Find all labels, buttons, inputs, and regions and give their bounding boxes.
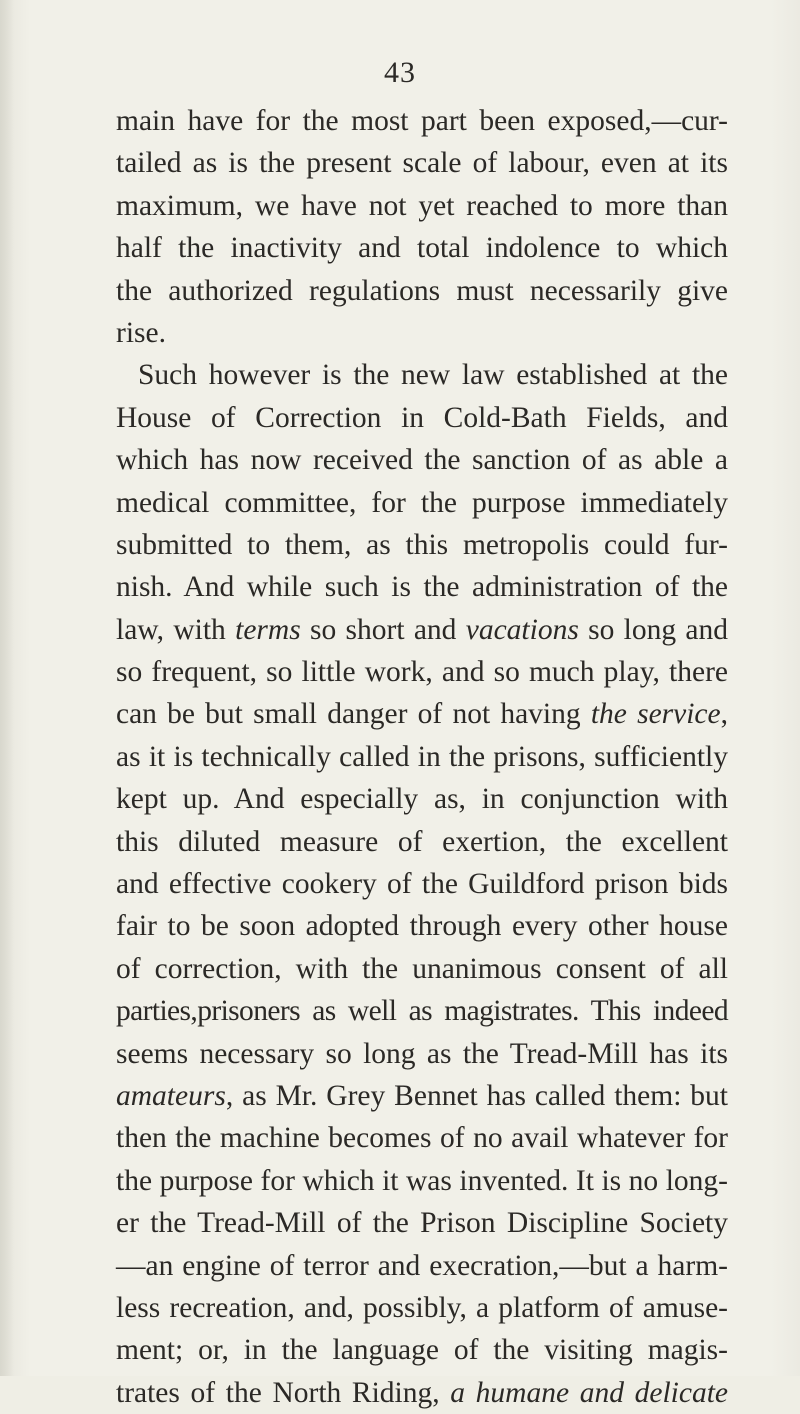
- text-line: maximum, we have not yet reached to more than: [116, 189, 728, 222]
- text-line: can be but small danger of not having the service,: [116, 698, 728, 731]
- text-line: parties,prisoners as well as magistrates. This indeed: [116, 995, 728, 1028]
- text-line: fair to be soon adopted through every other house: [116, 910, 728, 943]
- text-line: nish. And while such is the administration of the: [116, 571, 728, 604]
- text-line: which has now received the sanction of as able a: [116, 444, 728, 477]
- text-line: —an engine of terror and execration,—but a harm-: [116, 1249, 728, 1282]
- italic-text: a humane and delicate: [450, 1376, 728, 1409]
- paragraph-end-line: rise.: [116, 316, 166, 349]
- italic-text: vacations: [465, 613, 579, 646]
- text-line: this diluted measure of exertion, the excellent: [116, 825, 728, 858]
- text-line: less recreation, and, possibly, a platform of amuse-: [116, 1291, 728, 1324]
- text-line: kept up. And especially as, in conjunction with: [116, 783, 728, 816]
- text-line: then the machine becomes of no avail whatever for: [116, 1122, 728, 1155]
- text-line: main have for the most part been exposed,—cur-: [116, 105, 728, 137]
- text-line: tailed as is the present scale of labour, even at its: [116, 147, 728, 180]
- text-line: House of Correction in Cold-Bath Fields, and: [116, 401, 728, 434]
- text-line: trates of the North Riding, a humane and delicate: [116, 1376, 728, 1409]
- text-line: ment; or, in the language of the visiting magis-: [116, 1334, 728, 1367]
- text-line: half the inactivity and total indolence to which: [116, 232, 728, 265]
- text-line: as it is technically called in the prisons, sufficiently: [116, 740, 728, 773]
- italic-text: amateurs: [116, 1079, 226, 1112]
- paragraph-start-line: Such however is the new law established at the: [138, 359, 728, 392]
- italic-text: terms: [235, 613, 301, 646]
- text-line: and effective cookery of the Guildford prison bids: [116, 868, 728, 901]
- italic-text: the service: [590, 698, 721, 731]
- binding-gutter-shadow: [0, 0, 14, 1376]
- text-line: er the Tread-Mill of the Prison Discipline Society: [116, 1207, 728, 1240]
- text-line: the authorized regulations must necessarily give: [116, 274, 728, 307]
- text-line: the purpose for which it was invented. It is no long-: [116, 1164, 728, 1197]
- text-line: amateurs, as Mr. Grey Bennet has called them: but: [116, 1079, 728, 1112]
- text-line: so frequent, so little work, and so much play, there: [116, 656, 728, 689]
- text-line: submitted to them, as this metropolis could fur-: [116, 528, 728, 561]
- text-line: seems necessary so long as the Tread-Mill has its: [116, 1037, 728, 1070]
- text-line: of correction, with the unanimous consent of all: [116, 952, 728, 985]
- body-text: [116, 100, 728, 1414]
- text-line: law, with terms so short and vacations so long and: [116, 613, 729, 646]
- page-number: 43: [384, 56, 416, 89]
- text-line: medical committee, for the purpose immediately: [116, 486, 728, 519]
